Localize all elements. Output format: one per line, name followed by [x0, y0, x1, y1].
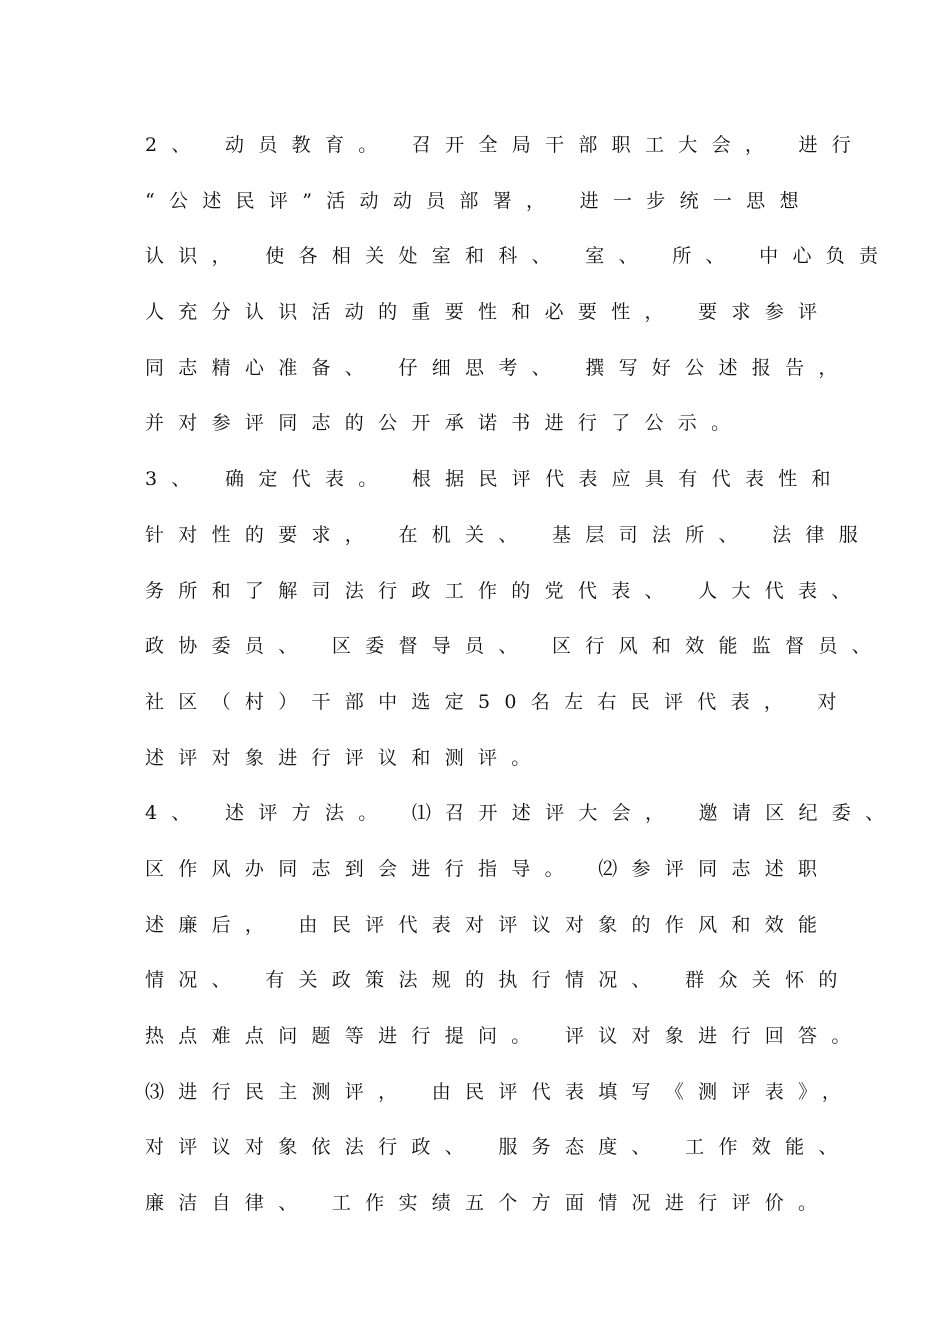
text-line: “公述民评”活动动员部署， 进一步统一思想 [145, 189, 813, 212]
text-line: 3、 确定代表。 根据民评代表应具有代表性和 [145, 468, 845, 491]
text-line: 对评议对象依法行政、 服务态度、 工作效能、 [145, 1136, 852, 1159]
text-line: 针对性的要求， 在机关、 基层司法所、 法律服 [145, 523, 873, 546]
text-line: 廉洁自律、 工作实绩五个方面情况进行评价。 [145, 1192, 832, 1215]
text-line: 人充分认识活动的重要性和必要性， 要求参评 [145, 301, 832, 324]
text-line: 同志精心准备、 仔细思考、 撰写好公述报告， [145, 356, 852, 379]
text-line: 认识， 使各相关处室和科、 室、 所、 中心负责 [145, 245, 893, 268]
text-line: 区作风办同志到会进行指导。 ⑵参评同志述职 [145, 857, 832, 880]
text-line: 述廉后， 由民评代表对评议对象的作风和效能 [145, 913, 832, 936]
text-line: 2、 动员教育。 召开全局干部职工大会， 进行 [145, 134, 866, 156]
text-line: 务所和了解司法行政工作的党代表、 人大代表、 [145, 579, 865, 602]
text-line: 热点难点问题等进行提问。 评议对象进行回答。 [145, 1025, 865, 1047]
body-text [145, 118, 899, 1232]
text-line: 述评对象进行评议和测评。 [145, 746, 545, 769]
text-line: 4、 述评方法。 ⑴召开述评大会， 邀请区纪委、 [145, 802, 899, 825]
text-line: 情况、 有关政策法规的执行情况、 群众关怀的 [145, 969, 852, 992]
text-line: 政协委员、 区委督导员、 区行风和效能监督员、 [145, 635, 885, 658]
text-line: 并对参评同志的公开承诺书进行了公示。 [145, 412, 745, 435]
text-line: ⑶进行民主测评， 由民评代表填写《测评表》， [145, 1080, 856, 1103]
text-line: 社区（村）干部中选定50名左右民评代表， 对 [145, 690, 851, 713]
